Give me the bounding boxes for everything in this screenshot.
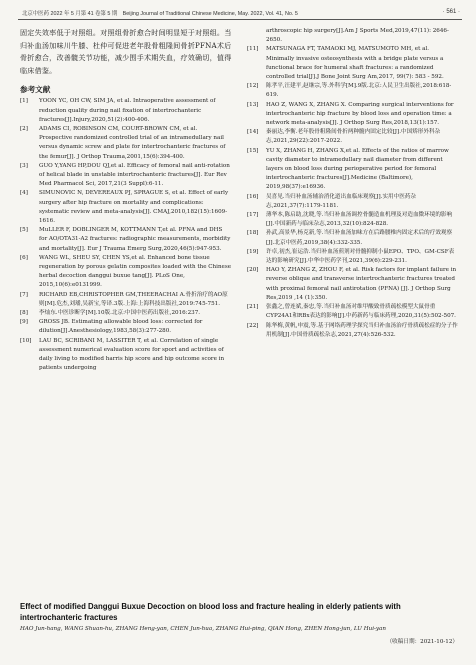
reference-text: 秦丽达,李衡.老年股骨粗隆间骨折两种髓内固定比较[J].中国矫形外科杂志,2021,29(22):2017-2022. — [266, 129, 441, 145]
reference-number: [21] — [247, 304, 259, 311]
reference-text: 孙武,高景华,杨克新,等.当归补血汤加味方在后路腰椎内固定术后的疗效观察[J].北京中医药,2019,38(4):332-335. — [266, 230, 453, 246]
reference-item — [20, 337, 232, 374]
reference-text: HAO Y, ZHANG Z, ZHOU F, et al. Risk factors for implant failure in reverse oblique and transverse intertrochanteric fractures treated with proximal femoral nail antirotation (PFNA) [J]. J Orthop Surg Res,2019 ,14 (1):350. — [266, 267, 457, 301]
reference-text: 许卓,初杰,崔运浩.当归补血汤煎剂对骨髓抑制小鼠EPO、TPO、GM-CSF表达的影响研究[J].中华中医药学刊,2021,39(6):229-231. — [266, 248, 455, 265]
reference-number: [2] — [20, 125, 28, 132]
reference-number: [10] — [20, 337, 32, 344]
reference-number: [3] — [20, 162, 28, 169]
reference-text: YU X, ZHANG H, ZHANG X,et al. Effects of the ratios of marrow cavity diameter to intramedullary nail diameter from different layers on blood loss during perioperative period for femoral intertrochanteric fractures[J].Medicine (Baltimore), 2019,98(37):e16936. — [266, 147, 449, 191]
reference-text: MATSUNAGA FT, TAMAOKI MJ, MATSUMOTO MH, et al. Minimally invasive osteosynthesis with a bridge plate versus a functional brace for humeral shaft fractures: a randomized controlled trial[J].J Bone Joint Surg Am,2017, 99(7): 583 - 592. — [266, 46, 444, 81]
reference-number: [18] — [247, 230, 259, 237]
reference-item — [247, 229, 459, 247]
reference-text: GUO Y,YANG HP,DOU QJ,et al. Efficacy of femoral nail anti-rotation of helical blade in unstable intertrochanteric fractures[J]. Eur Rev Med Pharmacol Sci, 2017,21(3 Suppl):6-11. — [39, 162, 230, 188]
reference-item — [247, 128, 459, 146]
reference-number: [12] — [247, 83, 259, 90]
reference-number: [16] — [247, 193, 259, 200]
reference-text: arthroscopic hip surgery[J].Am J Sports Med,2019,47(11): 2646-2650. — [266, 28, 449, 44]
reference-item — [20, 125, 232, 162]
right-column — [247, 27, 459, 340]
header-rule — [18, 19, 462, 20]
received-date: （收稿日期：2021-10-12） — [386, 639, 458, 645]
reference-item — [20, 97, 232, 125]
reference-text: 吴喜见.当归补血汤辅治消化道出血临床观察[J].实用中医药杂志,2021,37(7):1179-1181. — [266, 193, 417, 209]
reference-item — [247, 82, 459, 100]
reference-item — [247, 248, 459, 266]
reference-number: [19] — [247, 248, 259, 255]
reference-item — [247, 101, 459, 129]
reference-item — [20, 162, 232, 190]
reference-item — [20, 291, 232, 309]
reference-text: RICHARD EB,CHRISTOPHER GM,THEERACHAI A.骨折治疗的AO原则[M].危杰,刘璠,吴新宝,等译.3版.上海:上海科技出版社,2019:745-751. — [39, 291, 228, 307]
reference-text: HAO Z, WANG X, ZHANG X. Comparing surgical interventions for intertrochanteric hip fracture by blood loss and operation time: a network meta-analysis[J]. J Orthop Surg Res,2018,13(1):157. — [266, 101, 454, 127]
reference-item — [247, 266, 459, 303]
english-authors: HAO Jun-hang, WANG Shuan-hu, ZHANG Heng-yan, CHEN Jun-hua, ZHANG Hui-ping, QIAN Hong, ZHEN Hong-jun, LU Hui-yan — [20, 626, 386, 632]
reference-item — [20, 189, 232, 226]
reference-number: [14] — [247, 129, 259, 136]
page-number: · 561 · — [442, 9, 460, 15]
running-header — [22, 9, 460, 17]
reference-number: [13] — [247, 101, 259, 108]
reference-item — [247, 322, 459, 340]
reference-item — [247, 45, 459, 82]
reference-item — [247, 147, 459, 193]
reference-item — [247, 193, 459, 211]
reference-number: [1] — [20, 98, 28, 105]
reference-number: [20] — [247, 267, 259, 274]
reference-text: 薄华本,陈启助,沈晓,等.当归补血汤调控骨髓造血机理及对造血微环境的影响[J].中国新药与临床杂志,2013,32(10):824-828. — [266, 212, 453, 228]
left-column — [20, 27, 232, 373]
reference-number: [22] — [247, 322, 259, 329]
reference-number: [4] — [20, 190, 28, 197]
reference-item — [247, 27, 459, 45]
reference-text: ADAMS CI, ROBINSON CM, COURT-BROWN CM, et al. Prospective randomized controlled trial of an intramedullary nail versus dynamic screw and plate for intertrochanteric fractures of the femur[J]. J Orthop Trauma,2001,15(6):394-400. — [39, 125, 226, 160]
english-title: Effect of modified Danggui Buxue Decoction on blood loss and fracture healing in elderly patients with intertrochanteric fractures — [20, 602, 401, 622]
journal-info: 北京中医药 2022 年 5 月第 41 卷第 5 期 Beijing Journal of Traditional Chinese Medicine, May. 2022, Vol. 41, No. 5 — [22, 11, 298, 17]
reference-number: [11] — [247, 46, 259, 53]
reference-number: [6] — [20, 254, 28, 261]
reference-text: LAU BC, SCRIBANI M, LASSITER T, et al. Correlation of single assessment numerical evaluation score for sport and activities of daily living to modified harris hip score and hip outcome score in patients undergoing — [39, 337, 225, 372]
reference-text: 张鑫之,曾连斌,秦忠,等.当归补血汤对维甲酸致骨质疏松模型大鼠骨重CYP24A1和RBx表达的影响[J].中药新药与临床药理,2020,31(5):502-507. — [266, 304, 456, 320]
reference-text: WANG WL, SHEU SY, CHEN YS,et al. Enhanced bone tissue regeneration by porous gelatin composites loaded with the Chinese herbal decoction danggui buxue tang[J]. PLoS One, 2015,10(6):e0131999. — [39, 254, 232, 289]
references-list-left — [20, 97, 232, 373]
reference-number: [9] — [20, 319, 28, 326]
reference-text: SIMUNOVIC N, DEVEREAUX PJ, SPRAGUE S, et al. Effect of early surgery after hip fracture on mortality and complications: systematic review and meta-analysis[J]. CMAJ,2010,182(15):1609-1616. — [39, 190, 229, 225]
reference-item — [20, 226, 232, 254]
reference-number: [15] — [247, 147, 259, 154]
reference-item — [20, 254, 232, 291]
reference-number: [7] — [20, 291, 28, 298]
intro-paragraph: 固定失效率低于对照组。对照组骨折愈合时间明显短于对照组。当归补血汤加味川牛膝、杜仲可促进老年股骨粗隆间骨折PFNA术后骨折愈合，改善髋关节功能，减少围手术期失血，疗效确切，值得临床借鉴。 — [20, 28, 232, 75]
reference-number: [5] — [20, 227, 28, 234]
reference-text: 李灿东.中医诊断学[M].10版.北京:中国中医药出版社,2016:237. — [39, 310, 201, 317]
references-heading: 参考文献 — [20, 85, 51, 95]
reference-item — [247, 211, 459, 229]
reference-text: YOON YC, OH CW, SIM JA, et al. Intraoperative assessment of reduction quality during nail fixation of intertrochanteric fractures[J].Injury,2020,51(2):400-406. — [39, 98, 216, 123]
reference-item — [20, 309, 232, 318]
reference-number: [17] — [247, 212, 259, 219]
reference-item — [20, 318, 232, 336]
reference-number: [8] — [20, 310, 28, 317]
reference-item — [247, 303, 459, 321]
references-list-right — [247, 27, 459, 340]
reference-text: 陈孝平,汪建平,赵继宗,等.外科学[M].9版.北京:人民卫生出版社,2018:618-619. — [266, 83, 452, 99]
reference-text: GROSS JB. Estimating allowable blood loss: corrected for dilution[J].Anesthesiology,1983,58(3):277-280. — [39, 319, 203, 335]
reference-text: MuLLER F, DOBLINGER M, KOTTMANN T,et al. PFNA and DHS for AO/OTA31-A2 fractures: radiographic measurements, morbidity and mortality[J]. Eur J Trauma Emerg Surg,2020,46(5):947-953. — [39, 227, 231, 252]
reference-text: 陈华梅,黄帆,申震,等.基于网络药理学探究当归补血汤治疗骨质疏松症的分子作用机制[J].中国骨质疏松杂志,2021,27(4):526-532. — [266, 322, 458, 338]
